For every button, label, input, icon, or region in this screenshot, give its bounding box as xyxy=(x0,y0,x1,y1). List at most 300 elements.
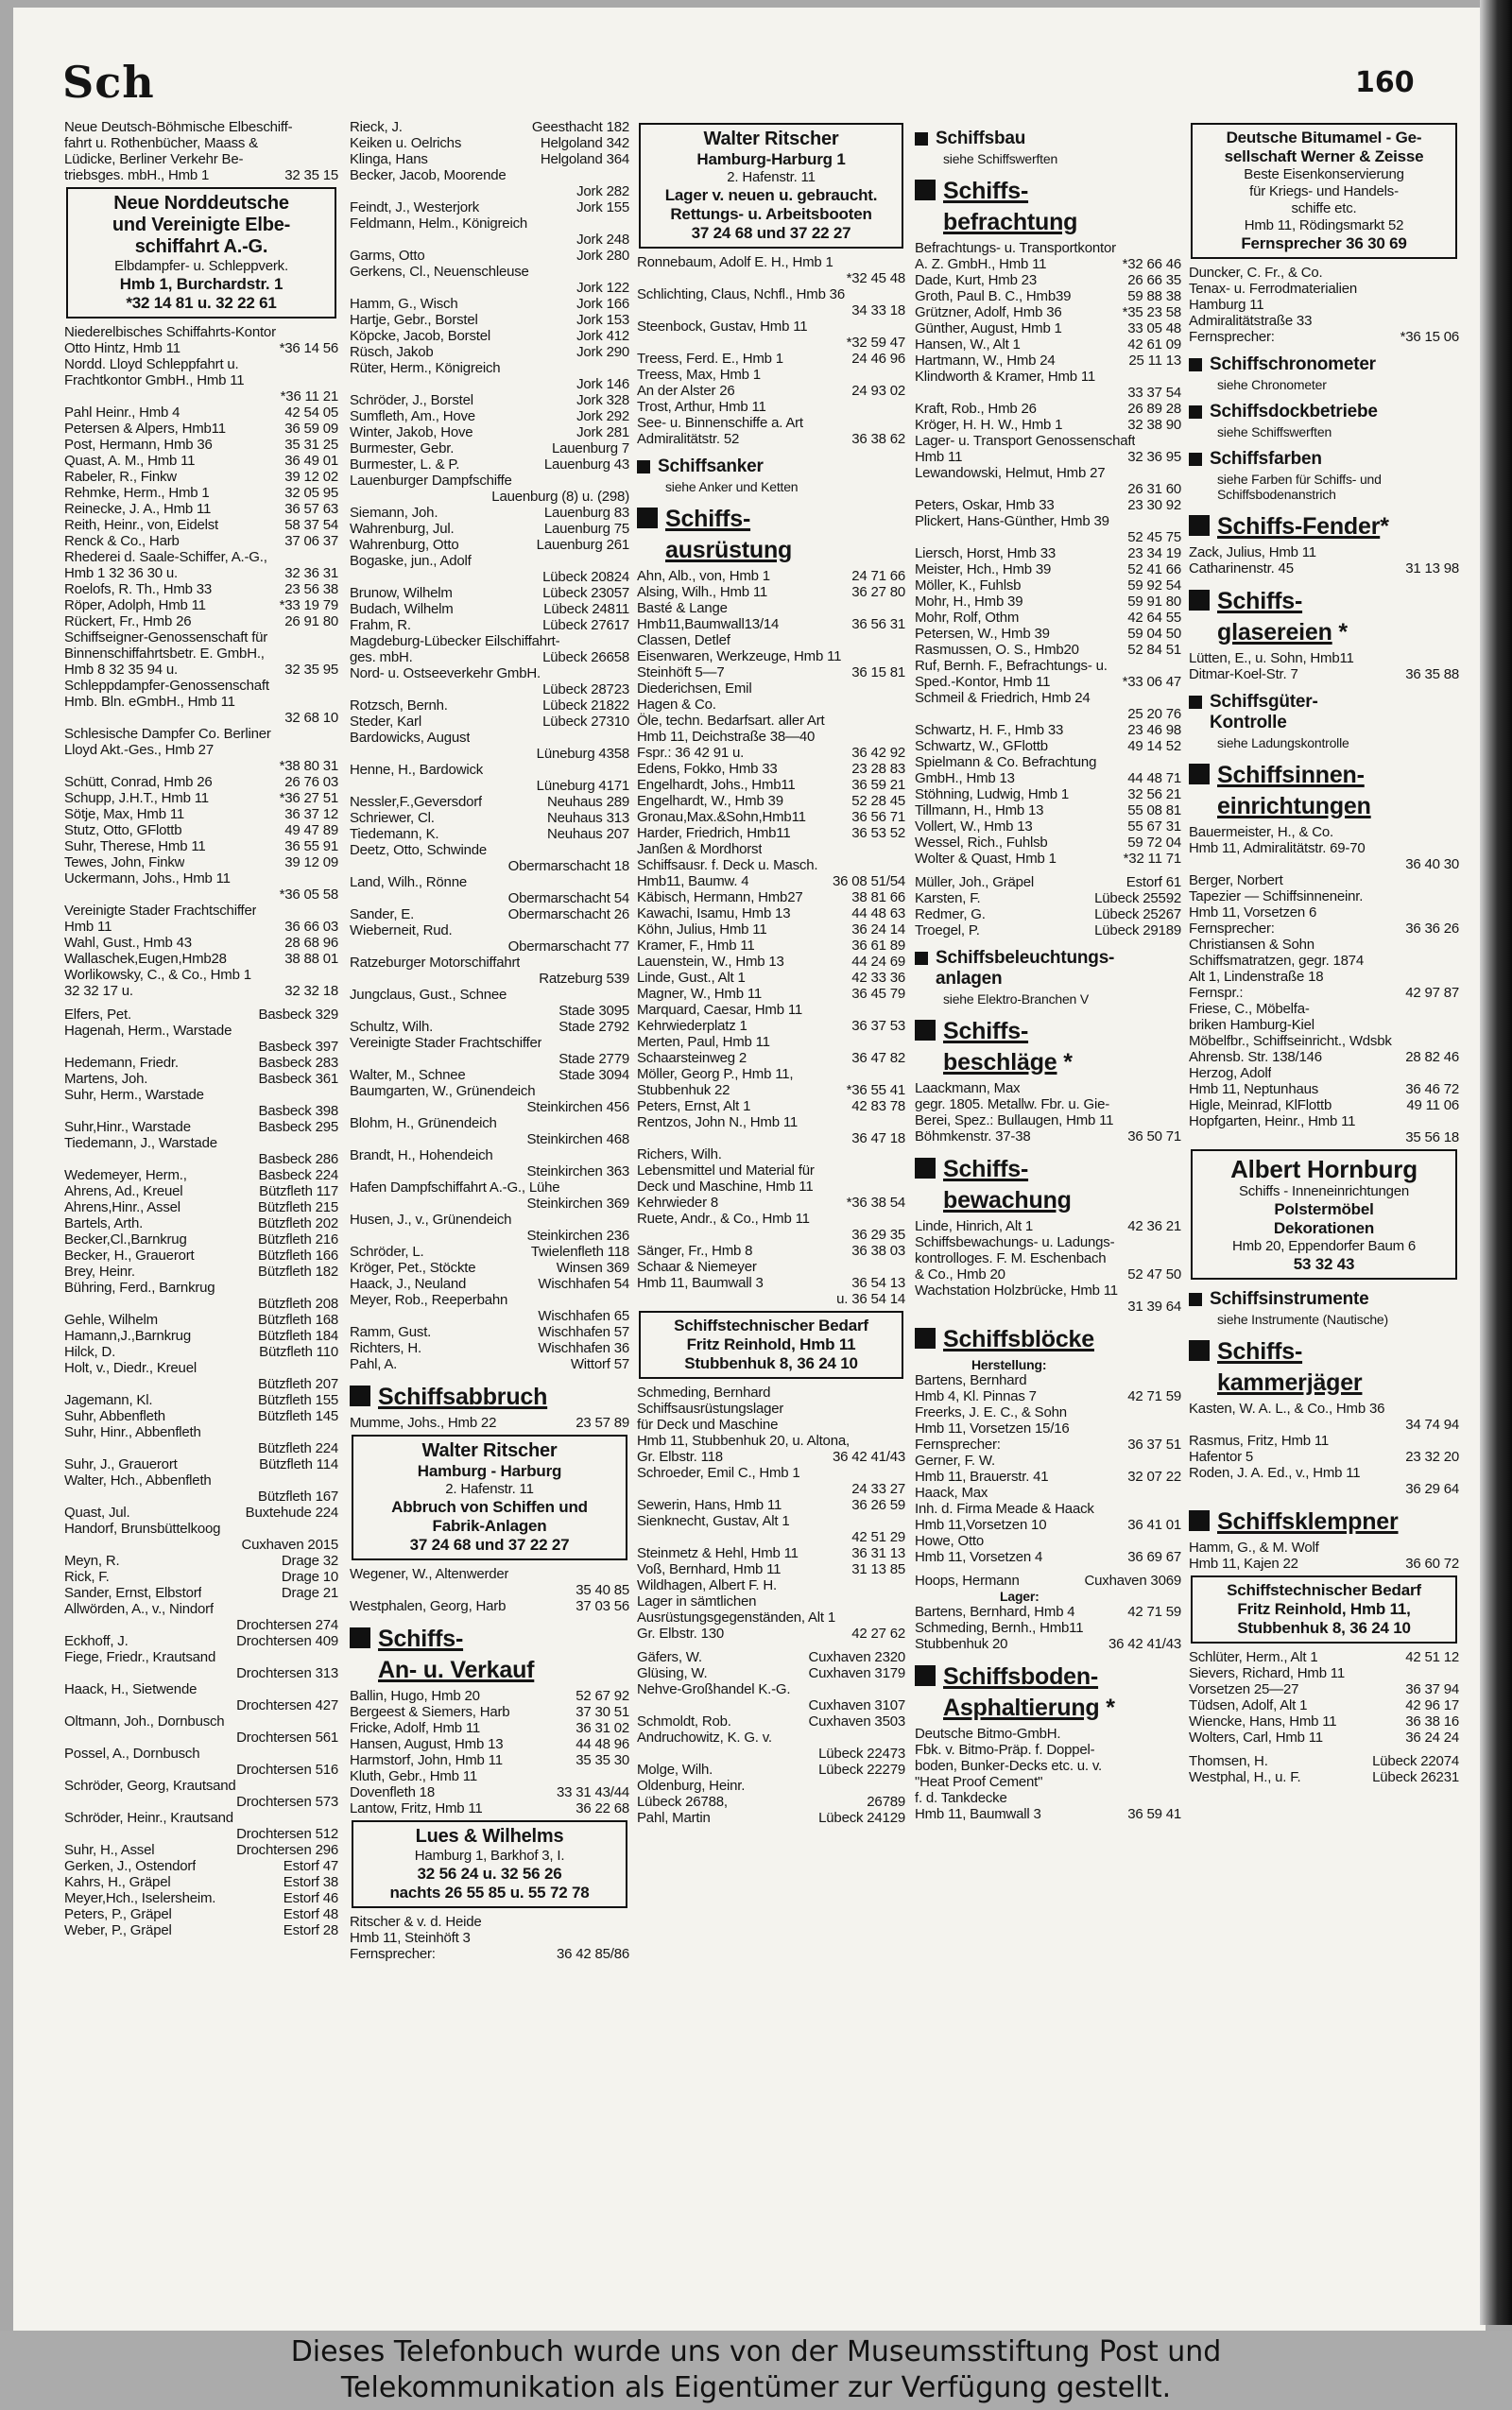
entry-phone: Cuxhaven 2320 xyxy=(808,1649,905,1665)
directory-entry xyxy=(637,777,905,793)
entry-phone: 36 37 12 xyxy=(284,806,338,822)
entry-name: Basté & Lange xyxy=(637,600,728,616)
entry-list xyxy=(64,324,338,1938)
directory-entry xyxy=(350,1720,629,1736)
entry-phone xyxy=(1453,904,1459,921)
directory-entry xyxy=(637,905,905,921)
section-heading: Schiffsabbruch xyxy=(350,1382,629,1413)
entry-name: GmbH., Hmb 13 xyxy=(915,770,1015,786)
entry-phone xyxy=(1176,1112,1181,1128)
directory-entry xyxy=(64,167,338,183)
entry-name: Friese, C., Möbelfa- xyxy=(1189,1001,1310,1017)
entry-name: Westphal, H., u. F. xyxy=(1189,1769,1301,1785)
entry-phone xyxy=(1453,1433,1459,1449)
directory-entry xyxy=(1189,1465,1459,1481)
entry-phone xyxy=(624,955,629,971)
entry-name: Richers, Wilh. xyxy=(637,1146,722,1162)
directory-entry xyxy=(64,951,338,967)
entry-phone: u. 36 54 14 xyxy=(836,1291,905,1307)
directory-entry xyxy=(637,1082,905,1098)
directory-entry xyxy=(915,1218,1181,1234)
entry-phone: *33 19 79 xyxy=(279,597,338,613)
entry-name: Ratzeburger Motorschiffahrt xyxy=(350,955,521,971)
entry-phone xyxy=(624,1930,629,1946)
directory-entry xyxy=(64,1489,338,1505)
entry-name: Wegener, W., Altenwerder xyxy=(350,1566,509,1582)
directory-entry xyxy=(64,1360,338,1376)
column-4 xyxy=(915,119,1181,1822)
section-heading: Schiffs-Fender* xyxy=(1189,511,1459,542)
entry-name: Schmoldt, Rob. xyxy=(637,1713,731,1730)
entry-name: Handorf, Brunsbüttelkoog xyxy=(64,1521,221,1537)
directory-entry xyxy=(350,874,629,890)
entry-phone: 31 39 64 xyxy=(1127,1299,1181,1315)
directory-entry xyxy=(1189,856,1459,872)
entry-phone xyxy=(900,648,905,664)
entry-name: Feindt, J., Westerjork xyxy=(350,199,480,215)
entry-name: Burmester, Gebr. xyxy=(350,440,455,456)
directory-entry xyxy=(350,1276,629,1292)
directory-entry xyxy=(637,367,905,383)
entry-phone: Basbeck 295 xyxy=(258,1119,338,1135)
entry-name: Possel, A., Dornbusch xyxy=(64,1746,200,1762)
entry-phone: *35 23 58 xyxy=(1122,304,1181,320)
directory-entry xyxy=(637,1259,905,1275)
directory-entry xyxy=(64,1087,338,1103)
directory-entry xyxy=(637,1401,905,1417)
directory-entry xyxy=(64,1713,338,1730)
entry-name: Hmb 11 xyxy=(64,919,112,935)
entry-phone: 36 66 03 xyxy=(284,919,338,935)
entry-phone: 49 14 52 xyxy=(1127,738,1181,754)
directory-entry xyxy=(915,1501,1181,1517)
directory-entry xyxy=(350,1598,629,1614)
directory-entry xyxy=(637,1417,905,1433)
directory-entry xyxy=(915,1469,1181,1485)
entry-name: Weber, P., Gräpel xyxy=(64,1922,172,1938)
entry-name: Husen, J., v., Grünendeich xyxy=(350,1212,512,1228)
entry-phone: 36 37 53 xyxy=(851,1018,905,1034)
directory-entry xyxy=(64,1007,338,1023)
square-bullet-icon xyxy=(1189,1293,1202,1306)
directory-entry xyxy=(350,1212,629,1228)
directory-entry xyxy=(637,1050,905,1066)
entry-name: Wolters, Carl, Hmb 11 xyxy=(1189,1730,1323,1746)
ad-title: und Vereinigte Elbe- xyxy=(112,215,291,235)
entry-phone xyxy=(333,903,338,919)
ad-title: Walter Ritscher xyxy=(421,1440,558,1461)
entry-list xyxy=(1189,1540,1459,1572)
entry-name: Vereinigte Stader Frachtschiffer xyxy=(64,903,257,919)
entry-name: Nordd. Lloyd Schleppfahrt u. xyxy=(64,356,239,372)
entry-phone xyxy=(333,1360,338,1376)
entry-name: Lloyd Akt.-Ges., Hmb 27 xyxy=(64,742,214,758)
entry-name: Stöhning, Ludwig, Hmb 1 xyxy=(915,786,1070,802)
directory-entry xyxy=(637,1243,905,1259)
entry-phone xyxy=(1176,1742,1181,1758)
directory-entry xyxy=(915,320,1181,336)
entry-phone: 36 36 26 xyxy=(1405,921,1459,937)
directory-entry xyxy=(1189,329,1459,345)
entry-phone xyxy=(333,1135,338,1151)
entry-phone xyxy=(1176,1080,1181,1096)
entry-phone xyxy=(624,874,629,890)
directory-entry xyxy=(915,288,1181,304)
directory-entry xyxy=(637,302,905,318)
directory-entry xyxy=(637,921,905,938)
directory-entry xyxy=(350,167,629,183)
directory-entry xyxy=(915,867,1181,874)
directory-entry xyxy=(915,1573,1181,1589)
directory-entry xyxy=(915,1437,1181,1453)
entry-name: Sander, Ernst, Elbstorf xyxy=(64,1585,202,1601)
entry-name: A. Z. GmbH., Hmb 11 xyxy=(915,256,1047,272)
entry-name: Schmeil & Friedrich, Hmb 24 xyxy=(915,690,1091,706)
entry-phone xyxy=(1176,690,1181,706)
entry-phone: Geesthacht 182 xyxy=(531,119,629,135)
entry-list xyxy=(637,1385,905,1826)
directory-entry xyxy=(64,372,338,388)
entry-phone: 33 31 43/44 xyxy=(556,1784,629,1800)
entry-name: Mohr, H., Hmb 39 xyxy=(915,594,1023,610)
entry-phone xyxy=(1176,867,1181,874)
entry-phone xyxy=(624,665,629,681)
entry-name: Hmb 11, Steinhöft 3 xyxy=(350,1930,471,1946)
directory-entry xyxy=(350,1736,629,1752)
entry-phone: 37 30 51 xyxy=(576,1704,629,1720)
entry-name: Hmb 11, Admiralitätstr. 69-70 xyxy=(1189,840,1366,856)
directory-entry xyxy=(64,999,338,1007)
entry-phone: 44 48 96 xyxy=(576,1736,629,1752)
entry-phone: *36 15 06 xyxy=(1400,329,1459,345)
directory-entry xyxy=(1189,1401,1459,1417)
entry-phone: Lübeck 23057 xyxy=(542,585,629,601)
entry-phone: Basbeck 361 xyxy=(258,1071,338,1087)
directory-entry xyxy=(64,758,338,774)
directory-entry xyxy=(1189,1033,1459,1049)
entry-phone xyxy=(1176,1485,1181,1501)
entry-name: Roelofs, R. Th., Hmb 33 xyxy=(64,581,213,597)
directory-entry xyxy=(350,1324,629,1340)
entry-phone: 52 47 50 xyxy=(1127,1266,1181,1282)
ad-line: Dekorationen xyxy=(1273,1219,1375,1237)
entry-phone: *36 38 54 xyxy=(846,1195,905,1211)
entry-list xyxy=(915,1080,1181,1145)
entry-phone: Bützfleth 182 xyxy=(258,1264,338,1280)
entry-phone: Neuhaus 313 xyxy=(546,810,629,826)
directory-entry xyxy=(64,710,338,726)
directory-entry xyxy=(64,726,338,742)
entry-name: für Deck und Maschine xyxy=(637,1417,779,1433)
entry-phone: Bützfleth 145 xyxy=(258,1408,338,1424)
entry-name: Deetz, Otto, Schwinde xyxy=(350,842,488,858)
entry-phone: Basbeck 224 xyxy=(258,1167,338,1183)
ad-title: Deutsche Bitumamel - Ge- xyxy=(1226,129,1422,146)
entry-phone: 52 28 45 xyxy=(851,793,905,809)
entry-name: Land, Wilh., Rönne xyxy=(350,874,467,890)
entry-phone: Obermarschacht 18 xyxy=(507,858,629,874)
directory-entry xyxy=(350,1752,629,1768)
entry-name: Brunow, Wilhelm xyxy=(350,585,453,601)
ad-line: Lager v. neuen u. gebraucht. xyxy=(664,186,878,204)
directory-entry xyxy=(637,793,905,809)
directory-entry xyxy=(64,790,338,806)
section-heading: Schiffs- ausrüstung xyxy=(637,504,905,566)
ad-subtitle: Fritz Reinhold, Hmb 11, xyxy=(1237,1600,1411,1618)
entry-phone: Drochtersen 274 xyxy=(236,1617,338,1633)
directory-entry xyxy=(637,1713,905,1730)
entry-name: Nessler,F.,Geversdorf xyxy=(350,794,483,810)
entry-phone: Twielenfleth 118 xyxy=(530,1244,629,1260)
entry-phone: 26 89 28 xyxy=(1127,401,1181,417)
directory-entry xyxy=(350,1308,629,1324)
entry-phone: 38 81 66 xyxy=(851,889,905,905)
directory-entry xyxy=(350,1784,629,1800)
directory-entry xyxy=(64,1023,338,1039)
entry-name: triebsges. mbH., Hmb 1 xyxy=(64,167,210,183)
directory-entry xyxy=(637,415,905,431)
entry-name: Karsten, F. xyxy=(915,890,981,906)
entry-phone: 36 59 41 xyxy=(1127,1806,1181,1822)
entry-name: Müller, Joh., Gräpel xyxy=(915,874,1035,890)
directory-entry xyxy=(350,248,629,264)
directory-entry xyxy=(1189,888,1459,904)
directory-entry xyxy=(64,1248,338,1264)
ad-box-walter-ritscher-boote xyxy=(639,123,903,249)
directory-entry xyxy=(1189,1481,1459,1497)
entry-name: Rabeler, R., Finkw xyxy=(64,469,177,485)
entry-name: Deck und Maschine, Hmb 11 xyxy=(637,1179,814,1195)
entry-name: Winter, Jakob, Hove xyxy=(350,424,473,440)
entry-phone xyxy=(1176,1234,1181,1250)
entry-phone: Steinkirchen 236 xyxy=(526,1228,629,1244)
ad-line: Elbdampfer- u. Schleppverk. xyxy=(114,258,288,274)
entry-name: Ahrensb. Str. 138/146 xyxy=(1189,1049,1322,1065)
directory-entry xyxy=(64,1199,338,1215)
directory-entry xyxy=(350,649,629,665)
entry-name: Molge, Wilh. xyxy=(637,1762,713,1778)
directory-entry xyxy=(915,738,1181,754)
entry-phone xyxy=(900,399,905,415)
square-bullet-icon xyxy=(1189,405,1202,419)
directory-entry xyxy=(637,254,905,270)
directory-entry xyxy=(637,761,905,777)
entry-phone: Jork 292 xyxy=(576,408,629,424)
directory-entry xyxy=(915,481,1181,497)
directory-entry xyxy=(64,1585,338,1601)
directory-entry xyxy=(637,1642,905,1649)
entry-phone xyxy=(900,1610,905,1626)
entry-name: Böhmkenstr. 37-38 xyxy=(915,1128,1031,1145)
entry-name: Hartje, Gebr., Borstel xyxy=(350,312,478,328)
entry-phone: Jork 290 xyxy=(576,344,629,360)
directory-entry xyxy=(64,1730,338,1746)
entry-phone: Bützfleth 207 xyxy=(258,1376,338,1392)
entry-name: Allwörden, A., v., Nindorf xyxy=(64,1601,214,1617)
directory-entry xyxy=(637,399,905,415)
entry-name: Siemann, Joh. xyxy=(350,505,438,521)
entry-phone: Lauenburg 43 xyxy=(543,456,629,473)
entry-phone xyxy=(900,367,905,383)
directory-entry xyxy=(350,1800,629,1816)
entry-name: Hmb 11, Neptunhaus xyxy=(1189,1081,1319,1097)
entry-name: Ruete, Andr., & Co., Hmb 11 xyxy=(637,1211,810,1227)
entry-phone: 32 35 15 xyxy=(284,167,338,183)
entry-name: Pahl, A. xyxy=(350,1356,398,1372)
entry-name: Sötje, Max, Hmb 11 xyxy=(64,806,185,822)
entry-name: Klinga, Hans xyxy=(350,151,428,167)
entry-name: Inh. d. Firma Meade & Haack xyxy=(915,1501,1094,1517)
entry-phone: 34 74 94 xyxy=(1405,1417,1459,1433)
directory-entry xyxy=(1189,1746,1459,1753)
directory-entry xyxy=(637,873,905,889)
entry-phone xyxy=(1453,953,1459,969)
see-also: siehe Farben für Schiffs- und Schiffsbodenanstrich xyxy=(1217,472,1382,502)
entry-phone: Basbeck 286 xyxy=(258,1151,338,1167)
entry-name: Burmester, L. & P. xyxy=(350,456,460,473)
entry-list xyxy=(915,1372,1181,1589)
directory-entry xyxy=(637,889,905,905)
entry-phone: 36 37 51 xyxy=(1127,1437,1181,1453)
entry-phone: 36 40 30 xyxy=(1405,856,1459,872)
directory-entry xyxy=(915,1266,1181,1282)
entry-phone xyxy=(1453,1665,1459,1681)
entry-phone: 26 66 35 xyxy=(1127,272,1181,288)
entry-name: Hmb 11, Kajen 22 xyxy=(1189,1556,1298,1572)
entry-name: Schwartz, H. F., Hmb 33 xyxy=(915,722,1064,738)
ad-phone: Stubbenhuk 8, 36 24 10 xyxy=(1237,1619,1411,1637)
directory-entry xyxy=(915,1420,1181,1437)
directory-entry xyxy=(637,986,905,1002)
entry-phone: Lübeck 22074 xyxy=(1372,1753,1459,1769)
entry-phone: 42 96 17 xyxy=(1405,1697,1459,1713)
entry-name: Budach, Wilhelm xyxy=(350,601,454,617)
entry-phone: 36 08 51/54 xyxy=(832,873,905,889)
directory-entry xyxy=(64,1697,338,1713)
entry-phone xyxy=(333,324,338,340)
entry-phone: Estorf 48 xyxy=(283,1906,338,1922)
directory-entry xyxy=(915,1742,1181,1758)
entry-list xyxy=(915,1218,1181,1315)
entry-phone xyxy=(1453,1540,1459,1556)
entry-phone xyxy=(333,1649,338,1665)
entry-name: Ahrens, Ad., Kreuel xyxy=(64,1183,183,1199)
entry-phone: *36 05 58 xyxy=(279,887,338,903)
entry-phone: Drochtersen 561 xyxy=(236,1730,338,1746)
entry-name: Diederichsen, Emil xyxy=(637,680,752,697)
directory-entry xyxy=(64,1826,338,1842)
entry-name: An der Alster 26 xyxy=(637,383,735,399)
entry-phone xyxy=(900,729,905,745)
entry-phone: 42 51 12 xyxy=(1405,1649,1459,1665)
entry-name: Bauermeister, H., & Co. xyxy=(1189,824,1333,840)
entry-name: Hoops, Hermann xyxy=(915,1573,1020,1589)
entry-name: Wolter & Quast, Hmb 1 xyxy=(915,851,1057,867)
entry-name: Meyer,Hch., Iselersheim. xyxy=(64,1890,216,1906)
directory-entry xyxy=(915,353,1181,369)
entry-name: Rasmus, Fritz, Hmb 11 xyxy=(1189,1433,1330,1449)
directory-entry xyxy=(1189,281,1459,297)
entry-phone: 44 24 69 xyxy=(851,954,905,970)
entry-phone xyxy=(1453,872,1459,888)
directory-entry xyxy=(64,1746,338,1762)
directory-entry xyxy=(64,1167,338,1183)
entry-phone xyxy=(333,1521,338,1537)
entry-name: Spielmann & Co. Befrachtung xyxy=(915,754,1097,770)
entry-name: Vorsetzen 25—27 xyxy=(1189,1681,1299,1697)
directory-entry xyxy=(637,938,905,954)
directory-entry xyxy=(637,632,905,648)
ad-line: Hmb 11, Rödingsmarkt 52 xyxy=(1244,217,1404,233)
directory-entry xyxy=(64,822,338,838)
entry-name: Stubbenhuk 20 xyxy=(915,1636,1008,1652)
entry-phone: 36 54 13 xyxy=(851,1275,905,1291)
directory-entry xyxy=(350,151,629,167)
square-bullet-icon xyxy=(350,1386,370,1406)
entry-phone: 31 13 98 xyxy=(1405,560,1459,577)
entry-name: Richters, H. xyxy=(350,1340,421,1356)
directory-entry xyxy=(350,778,629,794)
entry-phone: 36 24 24 xyxy=(1405,1730,1459,1746)
entry-name: Hansen, August, Hmb 13 xyxy=(350,1736,504,1752)
entry-phone: 24 71 66 xyxy=(851,568,905,584)
entry-name: Käbisch, Hermann, Hmb27 xyxy=(637,889,803,905)
directory-entry xyxy=(637,1098,905,1114)
entry-name: Gerkens, Cl., Neuenschleuse xyxy=(350,264,529,280)
entry-phone xyxy=(900,286,905,302)
directory-entry xyxy=(64,356,338,372)
directory-entry xyxy=(350,730,629,746)
square-bullet-icon xyxy=(637,508,658,528)
entry-phone: 32 38 90 xyxy=(1127,417,1181,433)
entry-phone: 36 42 85/86 xyxy=(556,1946,629,1962)
entry-name: Oldenburg, Heinr. xyxy=(637,1778,746,1794)
entry-name: Rüter, Herm., Königreich xyxy=(350,360,501,376)
entry-name: Bergeest & Siemers, Harb xyxy=(350,1704,510,1720)
entry-name: Schupp, J.H.T., Hmb 11 xyxy=(64,790,209,806)
entry-name: Gehle, Wilhelm xyxy=(64,1312,158,1328)
directory-entry xyxy=(64,678,338,694)
ad-title: schiffahrt A.-G. xyxy=(134,236,268,257)
entry-phone: 23 34 19 xyxy=(1127,545,1181,561)
entry-phone xyxy=(900,1034,905,1050)
entry-name: Blohm, H., Grünendeich xyxy=(350,1115,497,1131)
directory-entry xyxy=(1189,297,1459,313)
ad-title: Schiffstechnischer Bedarf xyxy=(674,1317,868,1334)
directory-entry xyxy=(915,401,1181,417)
section-heading: Schiffsbau xyxy=(915,129,1181,149)
directory-entry xyxy=(64,983,338,999)
ad-phone: 37 24 68 und 37 22 27 xyxy=(691,224,851,242)
directory-entry xyxy=(1189,1730,1459,1746)
directory-entry xyxy=(637,1810,905,1826)
directory-entry xyxy=(64,1215,338,1231)
entry-phone: Lübeck 22279 xyxy=(818,1762,905,1778)
entry-name: Steder, Karl xyxy=(350,714,421,730)
directory-entry xyxy=(64,1392,338,1408)
directory-entry xyxy=(64,806,338,822)
directory-entry xyxy=(350,1704,629,1720)
square-bullet-icon xyxy=(1189,453,1202,466)
directory-entry xyxy=(350,424,629,440)
entry-phone: Jork 412 xyxy=(576,328,629,344)
entry-phone: 36 38 62 xyxy=(851,431,905,447)
entry-name: Glüsing, W. xyxy=(637,1665,708,1681)
entry-name: & Co., Hmb 20 xyxy=(915,1266,1005,1282)
entry-phone xyxy=(900,680,905,697)
directory-entry xyxy=(350,280,629,296)
entry-name: Kehrwieder 8 xyxy=(637,1195,718,1211)
